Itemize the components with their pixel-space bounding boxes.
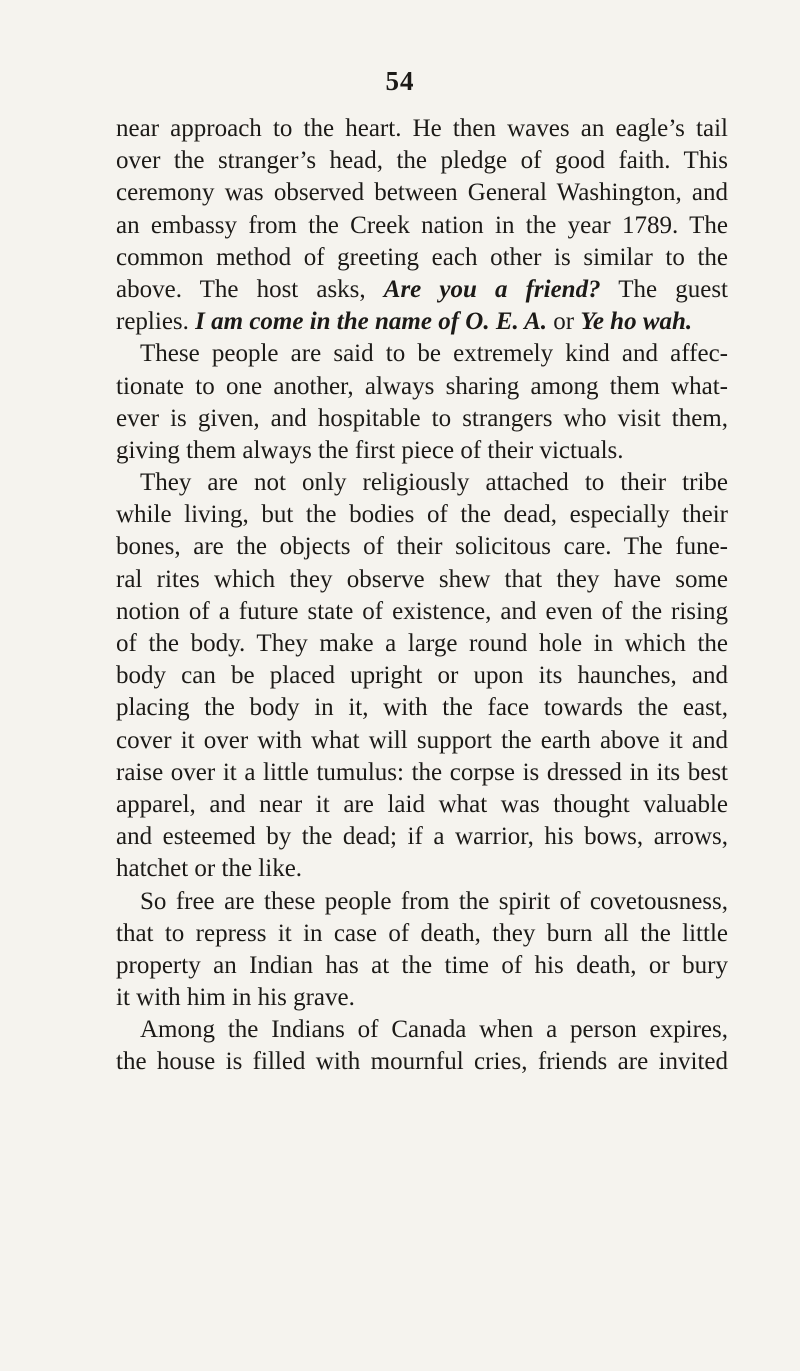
text-line: while living, but the bodies of the dead, especially their — [116, 501, 728, 529]
text-line: bones, are the objects of their solicitous care. The fune- — [116, 533, 728, 561]
italic-reply: I am come in the name of O. E. A. — [195, 308, 547, 336]
body-text — [116, 113, 728, 1079]
text-line-with-italic — [116, 306, 728, 338]
text-line: raise over it a little tumulus: the corpse is dressed in its best — [116, 758, 728, 786]
text-segment: above. The host asks, — [116, 275, 366, 303]
text-line: and esteemed by the dead; if a warrior, his bows, arrows, — [116, 823, 728, 851]
text-line: ceremony was observed between General Washington, and — [116, 179, 728, 207]
text-segment: or — [553, 308, 575, 336]
text-line: that to repress it in case of death, they burn all the little — [116, 919, 728, 947]
text-line: ever is given, and hospitable to strangers who visit them, — [116, 404, 728, 432]
text-line: it with him in his grave. — [116, 984, 355, 1012]
text-line: the house is filled with mournful cries, friends are invited — [116, 1048, 728, 1076]
text-line: hatchet or the like. — [116, 855, 303, 883]
text-line: Among the Indians of Canada when a person expires, — [140, 1016, 728, 1044]
italic-question: Are you a friend? — [383, 275, 601, 303]
text-line: property an Indian has at the time of his death, or bury — [116, 951, 728, 979]
text-line: They are not only religiously attached to their tribe — [140, 469, 728, 497]
text-line-with-italic — [116, 274, 728, 306]
text-line: So free are these people from the spirit of covetousness, — [140, 887, 728, 915]
text-line: These people are said to be extremely kind and affec- — [140, 340, 728, 368]
text-line: body can be placed upright or upon its haunches, and — [116, 662, 728, 690]
text-line: an embassy from the Creek nation in the year 1789. The — [116, 211, 728, 239]
text-line: ral rites which they observe shew that they have some — [116, 565, 728, 593]
text-line: placing the body in it, with the face towards the east, — [116, 694, 728, 722]
text-line: cover it over with what will support the earth above it and — [116, 726, 728, 754]
text-line: notion of a future state of existence, and even of the rising — [116, 597, 728, 625]
text-line: of the body. They make a large round hole in which the — [116, 630, 728, 657]
text-line: over the stranger’s head, the pledge of good faith. This — [116, 147, 728, 175]
text-line: apparel, and near it are laid what was thought valuable — [116, 790, 728, 818]
text-line: tionate to one another, always sharing among them what- — [116, 372, 728, 400]
text-segment: replies. — [116, 308, 189, 336]
text-line: giving them always the first piece of their victuals. — [116, 436, 624, 464]
italic-reply-name: Ye ho wah. — [580, 308, 693, 336]
text-line: common method of greeting each other is similar to the — [116, 243, 728, 271]
text-segment: The guest — [618, 275, 728, 303]
page-number: 54 — [385, 66, 415, 96]
text-line: near approach to the heart. He then waves an eagle’s tail — [116, 115, 728, 142]
